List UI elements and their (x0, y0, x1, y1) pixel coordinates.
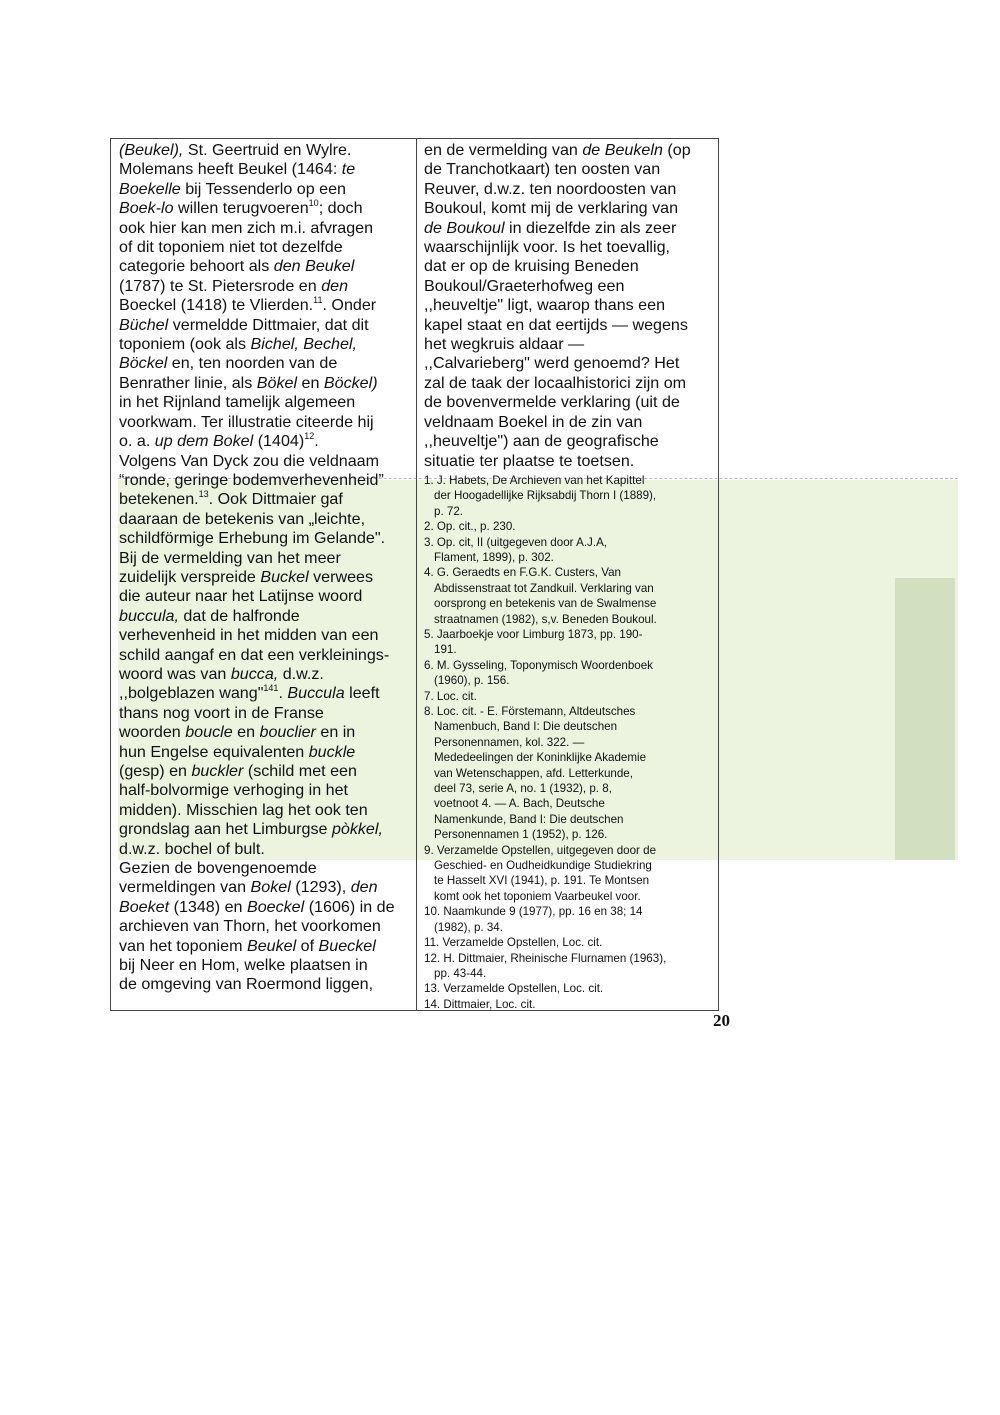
text-line: Boukoul, komt mij de verklaring van (424, 199, 679, 218)
text-line: daaraan de betekenis van „leichte, (119, 509, 366, 528)
text-line: zal de taak der locaalhistorici zijn om (424, 373, 687, 392)
text-line: ook hier kan men zich m.i. afvragen (119, 218, 374, 237)
text-line: (1787) te St. Pietersrode en den (119, 276, 349, 295)
footnote-continuation: Abdissenstraat tot Zandkuil. Verklaring van (434, 581, 654, 595)
footnote-text: 6. M. Gysseling, Toponymisch Woordenboek (424, 658, 653, 672)
footnote (424, 535, 714, 566)
text-line: half-bolvormige verhoging in het (119, 781, 349, 800)
text-line: de bovenvermelde verklaring (uit de (424, 393, 680, 412)
text-line: ,,Calvarieberg" werd genoemd? Het (424, 354, 680, 373)
footnote-text: 9. Verzamelde Opstellen, uitgegeven door de (424, 843, 657, 857)
text-line: voorkwam. Ter illustratie citeerde hij (119, 412, 374, 431)
text-line: kapel staat en dat eertijds — wegens (424, 315, 688, 334)
text-line: dat er op de kruising Beneden (424, 257, 639, 276)
text-line: o. a. up dem Bokel $(1404)^{12}$. (119, 431, 319, 451)
text-line: zuidelijk verspreide Buckel verwees (119, 567, 374, 586)
text-line: categorie behoort als den Beukel (119, 257, 355, 276)
text-line: midden). Misschien lag het ook ten (119, 800, 368, 819)
footnote-continuation: Flament, 1899), p. 302. (434, 550, 554, 564)
text-line: in het Rijnland tamelijk algemeen (119, 393, 356, 412)
left-column (119, 141, 415, 995)
text-line: Molemans heeft Beukel (1464: te (119, 160, 356, 179)
text-line: Reuver, d.w.z. ten noordoosten van (424, 179, 677, 198)
text-line: en de vermelding van de Beukeln (op (424, 141, 691, 159)
text-line: schildförmige Erhebung im Gelande". (119, 529, 386, 548)
text-line: woorden boucle en bouclier en in (119, 723, 356, 742)
footnote-list (424, 473, 714, 1012)
text-line: Bij de vermelding van het meer (119, 548, 341, 567)
footnote-continuation: Namenbuch, Band I: Die deutschen (434, 720, 618, 734)
footnote-text: 11. Verzamelde Opstellen, Loc. cit. (424, 936, 603, 950)
footnote-continuation: deel 73, serie A, no. 1 (1932), p. 8, (434, 782, 612, 796)
footnote-continuation: 191. (434, 643, 457, 657)
footnote-text: 5. Jaarboekje voor Limburg 1873, pp. 190- (424, 627, 643, 641)
text-line: veldnaam Boekel in de zin van (424, 412, 643, 431)
text-line: waarschijnlijk voor. Is het toevallig, (424, 238, 670, 257)
text-line: hun Engelse equivalenten buckle (119, 742, 356, 761)
footnote-continuation: p. 72. (434, 504, 464, 518)
footnote-continuation: oorsprong en betekenis van de Swalmense (434, 597, 657, 611)
footnote-continuation: Personennamen, kol. 322. — (434, 735, 585, 749)
text-line: ,,heuveltje" ligt, waarop thans een (424, 296, 666, 315)
text-line: thans nog voort in de Franse (119, 703, 324, 722)
footnote (424, 627, 714, 658)
text-line: d.w.z. bochel of bult. (119, 839, 265, 858)
footnote-continuation: (1960), p. 156. (434, 674, 510, 688)
footnote-ref: 10 (308, 198, 319, 209)
text-line: Boekelle bij Tessenderlo op een (119, 179, 346, 198)
footnote-text: 3. Op. cit, II (uitgegeven door A.J.A, (424, 535, 608, 549)
text-line: grondslag aan het Limburgse pòkkel, (119, 820, 383, 839)
text-line: situatie ter plaatse te toetsen. (424, 451, 635, 470)
footnote-continuation: komt ook het toponiem Vaarbeukel voor. (434, 889, 641, 903)
text-line: (gesp) en buckler (schild met een (119, 762, 357, 780)
footnote-continuation: Mededeelingen der Koninklijke Akademie (434, 751, 647, 765)
column-divider (416, 139, 417, 1010)
footnote-ref: 141 (263, 683, 279, 694)
text-line: toponiem (ook als Bichel, Bechel, (119, 335, 357, 354)
footnote-continuation: (1982), p. 34. (434, 920, 503, 934)
footnote-continuation: Geschied- en Oudheidkundige Studiekring (434, 859, 652, 873)
watermark-bar (895, 578, 955, 860)
text-line: van het toponiem Beukel of Bueckel (119, 936, 376, 955)
footnote-text: 2. Op. cit., p. 230. (424, 520, 516, 534)
footnote-text: 13. Verzamelde Opstellen, Loc. cit. (424, 982, 604, 996)
text-line: ,,heuveltje") aan de geografische (424, 432, 659, 451)
text-line: buccula, dat de halfronde (119, 606, 300, 625)
text-line: betekenen.$^{13}$. Ook Dittmaier gaf (119, 489, 343, 509)
footnote (424, 935, 714, 950)
footnote-continuation: voetnoot 4. — A. Bach, Deutsche (434, 797, 605, 811)
text-line: woord was van bucca, d.w.z. (119, 664, 324, 683)
footnote-ref: 13 (198, 489, 209, 500)
text-line: Gezien de bovengenoemde (119, 859, 317, 878)
footnote-continuation: der Hoogadellijke Rijksabdij Thorn I (1889), (434, 489, 657, 503)
footnote-ref: 12 (304, 431, 315, 442)
text-line: (Beukel), St. Geertruid en Wylre. (119, 141, 352, 159)
footnote (424, 519, 714, 534)
footnote-continuation: van Wetenschappen, afd. Letterkunde, (434, 766, 633, 780)
footnote-text: 12. H. Dittmaier, Rheinische Flurnamen (1963), (424, 951, 667, 965)
footnote (424, 658, 714, 689)
text-frame (110, 138, 719, 1011)
footnote (424, 689, 714, 704)
footnote (424, 843, 714, 905)
text-line: verhevenheid in het midden van een (119, 626, 379, 645)
footnote-text: 8. Loc. cit. - E. Förstemann, Altdeutsches (424, 705, 636, 718)
footnote (424, 981, 714, 996)
text-line: ,,bolgeblazen wang"$^{141}$. Buccula leeft (119, 683, 380, 703)
footnote (424, 904, 714, 935)
text-line: het wegkruis aldaar — (424, 335, 585, 354)
right-column (424, 141, 714, 1012)
text-line: de Tranchotkaart) ten oosten van (424, 160, 661, 179)
footnote-text: 10. Naamkunde 9 (1977), pp. 16 en 38; 14 (424, 905, 643, 919)
text-line: de Boukoul in diezelfde zin als zeer (424, 218, 677, 237)
text-line: “ronde, geringe bodemverhevenheid” (119, 470, 384, 489)
footnote-text: 14. Dittmaier, Loc. cit. (424, 997, 536, 1011)
text-line: archieven van Thorn, het voorkomen (119, 917, 381, 936)
text-line: Böckel en, ten noorden van de (119, 354, 338, 373)
text-line: de omgeving van Roermond liggen, (119, 975, 374, 994)
text-line: Boukoul/Graeterhofweg een (424, 276, 625, 295)
text-line: Volgens Van Dyck zou die veldnaam (119, 451, 380, 470)
footnote (424, 565, 714, 627)
text-line: Boeket (1348) en Boeckel (1606) in de (119, 897, 395, 916)
footnote-text: 1. J. Habets, De Archieven van het Kapittel (424, 473, 645, 487)
footnote-text: 7. Loc. cit. (424, 689, 477, 703)
page-number: 20 (713, 1011, 730, 1030)
footnote-text: 4. G. Geraedts en F.G.K. Custers, Van (424, 566, 621, 580)
footnote (424, 951, 714, 982)
text-line: bij Neer en Hom, welke plaatsen in (119, 956, 368, 975)
footnote-continuation: straatnamen (1982), s,v. Beneden Boukoul. (434, 612, 657, 626)
footnote-continuation: te Hasselt XVI (1941), p. 191. Te Montsen (434, 874, 650, 888)
footnote-continuation: Namenkunde, Band I: Die deutschen (434, 812, 624, 826)
footnote-continuation: pp. 43-44. (434, 966, 487, 980)
text-line: Büchel vermeldde Dittmaier, dat dit (119, 315, 369, 334)
text-line: Boek-lo willen terugvoeren$^{10}$; doch (119, 198, 363, 218)
text-line: vermeldingen van Bokel (1293), den (119, 878, 378, 897)
right-body-text (424, 141, 714, 471)
footnote-continuation: Personennamen 1 (1952), p. 126. (434, 828, 608, 842)
text-line: Boeckel (1418) te Vlierden.$^{11}$. Onder (119, 295, 377, 315)
text-line: schild aangaf en dat een verkleinings- (119, 645, 390, 664)
text-line: Benrather linie, als Bökel en Böckel) (119, 373, 378, 392)
footnote-ref: 11 (313, 295, 323, 306)
footnote (424, 473, 714, 519)
footnote (424, 704, 714, 843)
footnote (424, 997, 714, 1012)
text-line: die auteur naar het Latijnse woord (119, 587, 363, 606)
text-line: of dit toponiem niet tot dezelfde (119, 238, 343, 257)
